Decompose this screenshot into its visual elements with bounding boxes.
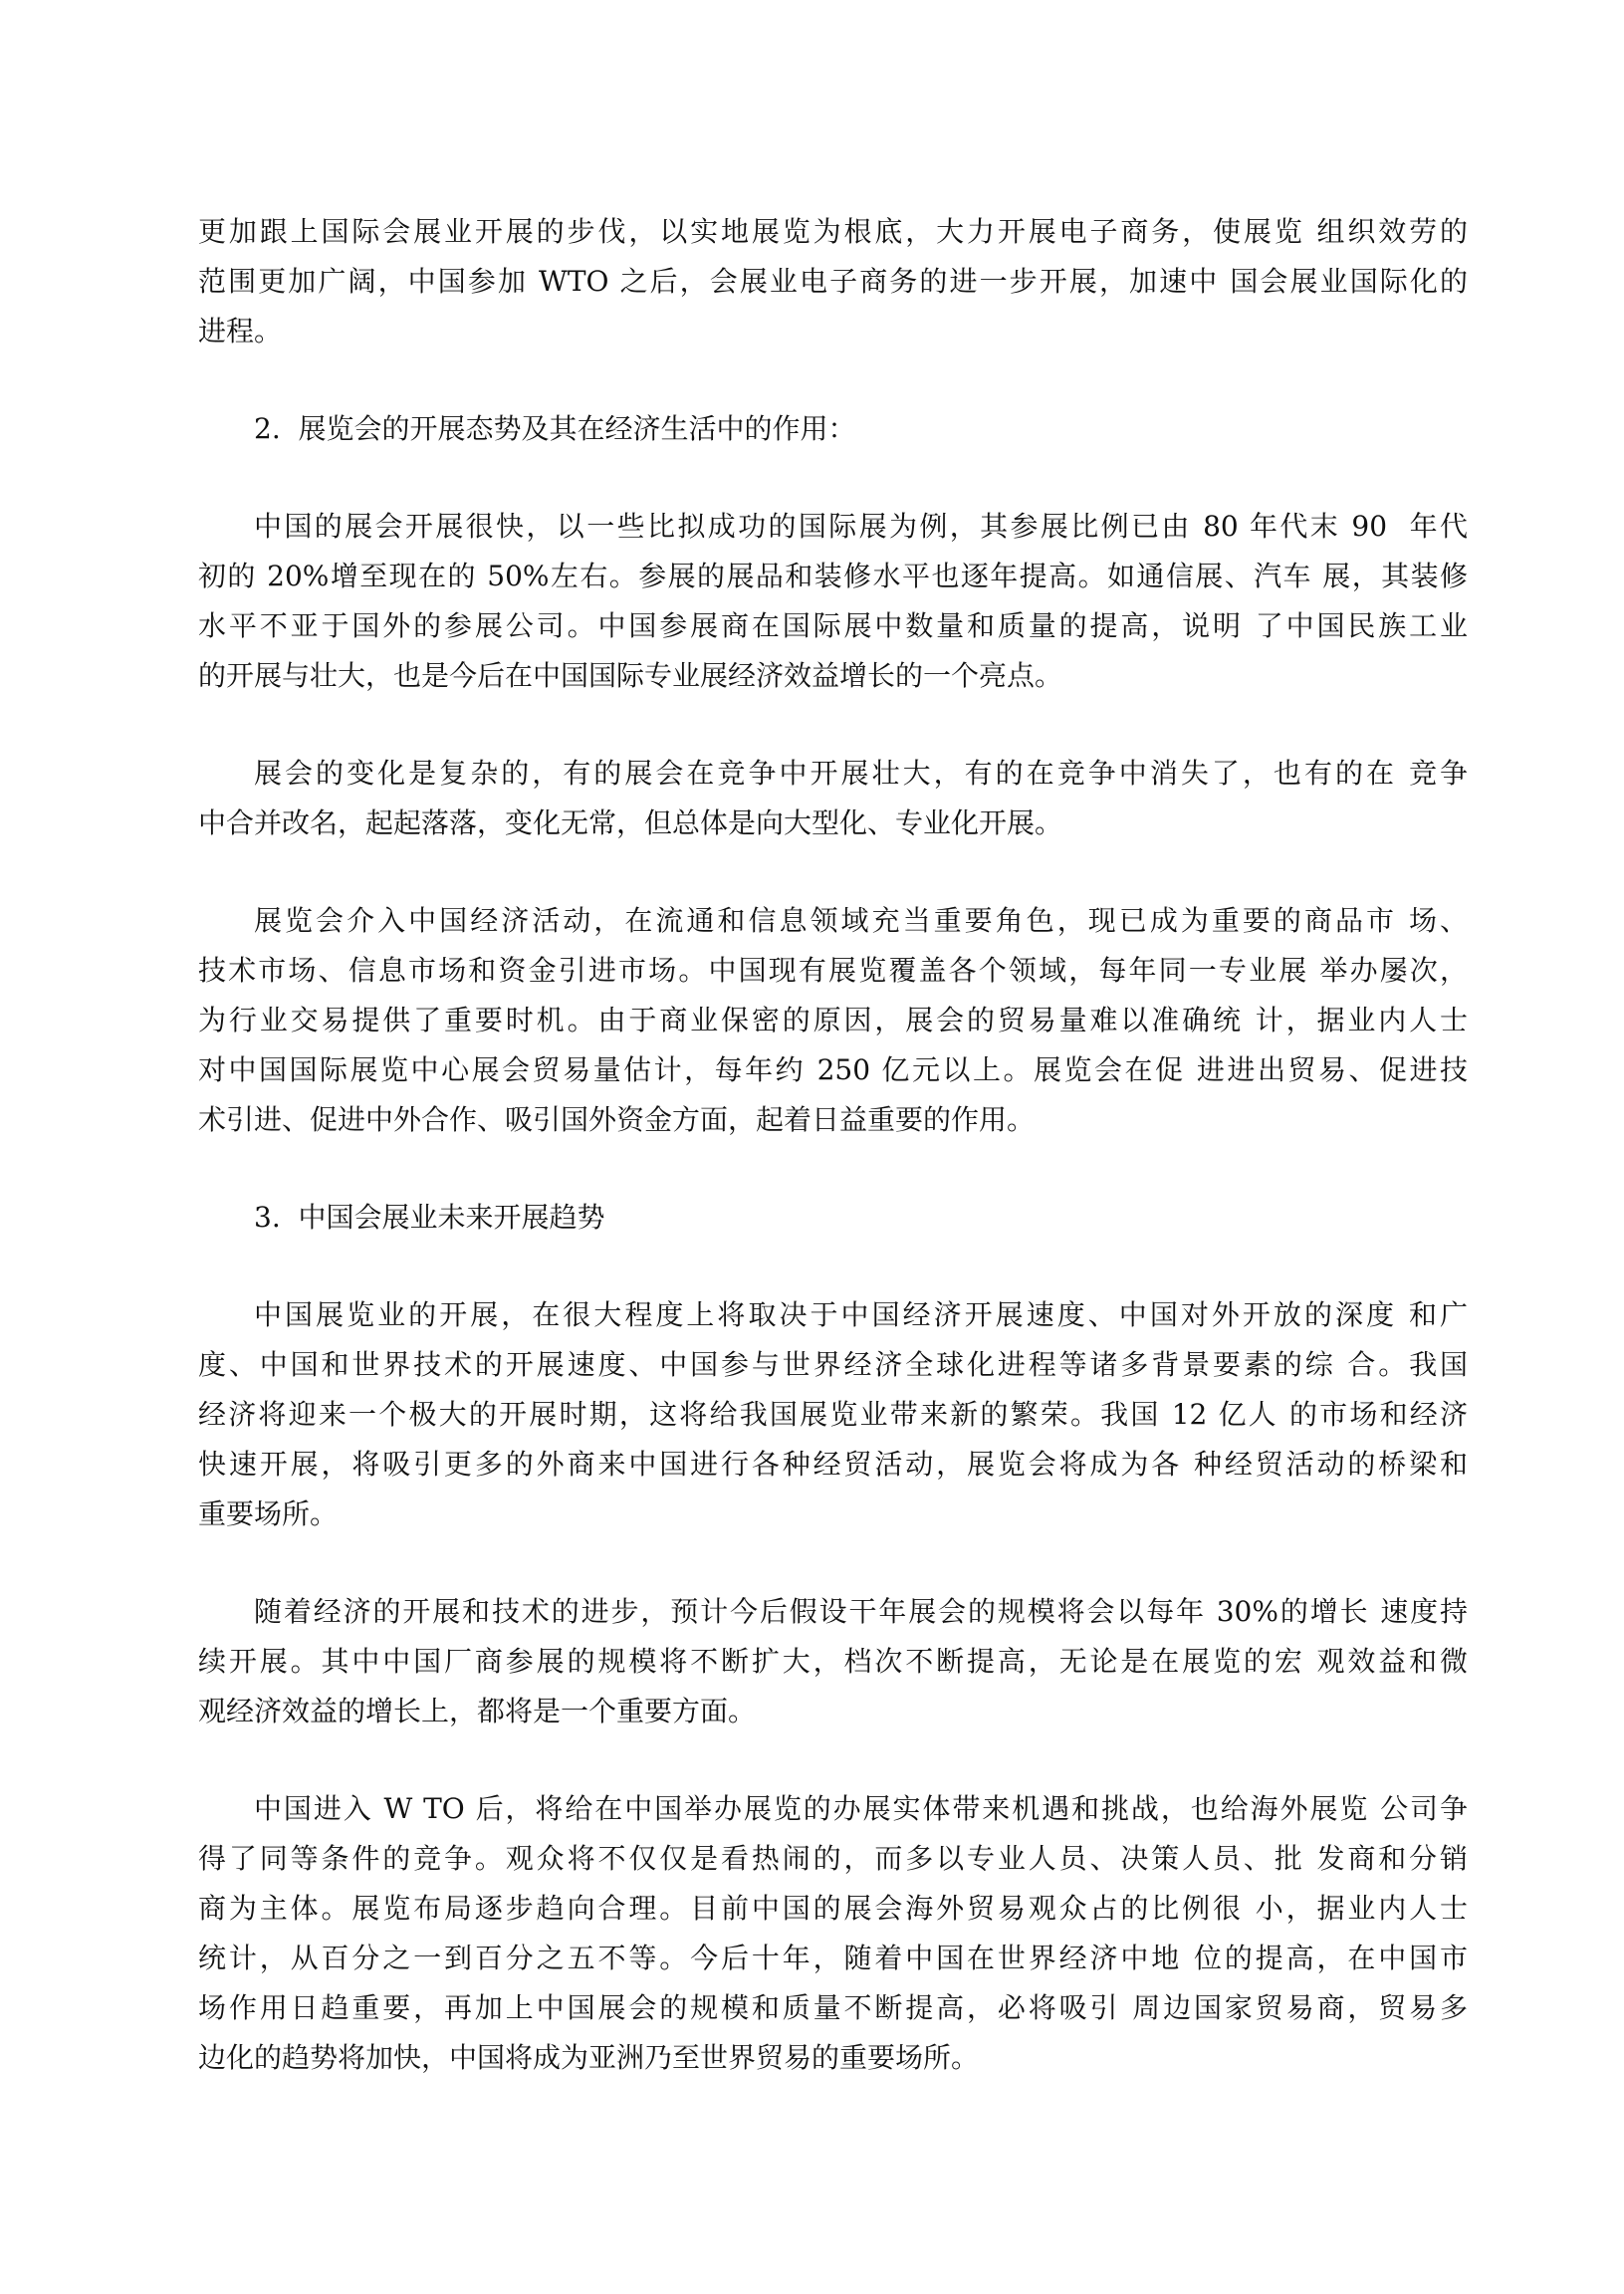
- text-line: 观经济效益的增长上，都将是一个重要方面。: [198, 1695, 757, 1727]
- text-line: 随着经济的开展和技术的进步，预计今后假设干年展会的规模将会以每年 30%的增长 速度持: [254, 1595, 1468, 1628]
- text-line: 中国进入 W TO 后，将给在中国举办展览的办展实体带来机遇和挑战，也给海外展览 公司争: [254, 1792, 1468, 1825]
- text-line: 进程。: [198, 315, 283, 347]
- text-line: 展览会介入中国经济活动，在流通和信息领域充当重要角色，现已成为重要的商品市 场、: [254, 904, 1468, 937]
- text-line: 中合并改名，起起落落，变化无常，但总体是向大型化、专业化开展。: [198, 806, 1063, 839]
- heading-text: 2. 展览会的开展态势及其在经济生活中的作用：: [254, 412, 856, 445]
- text-line: 技术市场、信息市场和资金引进市场。中国现有展览覆盖各个领域，每年同一专业展 举办屡次，: [198, 954, 1468, 987]
- text-line: 边化的趋势将加快，中国将成为亚洲乃至世界贸易的重要场所。: [198, 2041, 980, 2074]
- paragraph-3: [198, 749, 1468, 848]
- paragraph-2: [198, 502, 1468, 701]
- text-line: 场作用日趋重要，再加上中国展会的规模和质量不断提高，必将吸引 周边国家贸易商，贸易多: [198, 1991, 1468, 2024]
- text-line: 术引进、促进中外合作、吸引国外资金方面，起着日益重要的作用。: [198, 1103, 1036, 1136]
- section-heading-2: [198, 404, 1468, 454]
- text-line: 为行业交易提供了重要时机。由于商业保密的原因，展会的贸易量难以准确统 计，据业内人士: [198, 1004, 1468, 1036]
- document-body: [198, 207, 1468, 2131]
- text-line: 中国的展会开展很快，以一些比拟成功的国际展为例，其参展比例已由 80 年代末 90 年代: [254, 510, 1468, 543]
- text-line: 统计，从百分之一到百分之五不等。今后十年，随着中国在世界经济中地 位的提高，在中国市: [198, 1942, 1468, 1974]
- paragraph-5: [198, 1290, 1468, 1539]
- text-line: 得了同等条件的竞争。观众将不仅仅是看热闹的，而多以专业人员、决策人员、批 发商和分销: [198, 1842, 1468, 1875]
- text-line: 对中国国际展览中心展会贸易量估计，每年约 250 亿元以上。展览会在促 进进出贸易、促进技: [198, 1053, 1468, 1086]
- paragraph-6: [198, 1587, 1468, 1736]
- text-line: 续开展。其中中国厂商参展的规模将不断扩大，档次不断提高，无论是在展览的宏 观效益和微: [198, 1645, 1468, 1678]
- text-line: 的开展与壮大，也是今后在中国国际专业展经济效益增长的一个亮点。: [198, 659, 1063, 692]
- text-line: 度、中国和世界技术的开展速度、中国参与世界经济全球化进程等诸多背景要素的综 合。我国: [198, 1348, 1468, 1381]
- text-line: 商为主体。展览布局逐步趋向合理。目前中国的展会海外贸易观众占的比例很 小，据业内人士: [198, 1892, 1468, 1925]
- text-line: 中国展览业的开展，在很大程度上将取决于中国经济开展速度、中国对外开放的深度 和广: [254, 1298, 1468, 1331]
- heading-text: 3. 中国会展业未来开展趋势: [254, 1201, 605, 1234]
- text-line: 经济将迎来一个极大的开展时期，这将给我国展览业带来新的繁荣。我国 12 亿人 的市场和经济: [198, 1398, 1468, 1431]
- paragraph-4: [198, 896, 1468, 1145]
- paragraph-7: [198, 1784, 1468, 2083]
- text-line: 快速开展，将吸引更多的外商来中国进行各种经贸活动，展览会将成为各 种经贸活动的桥梁和: [198, 1448, 1468, 1481]
- section-heading-3: [198, 1193, 1468, 1243]
- paragraph-1: [198, 207, 1468, 356]
- text-line: 水平不亚于国外的参展公司。中国参展商在国际展中数量和质量的提高，说明 了中国民族工业: [198, 609, 1468, 642]
- text-line: 范围更加广阔，中国参加 WTO 之后，会展业电子商务的进一步开展，加速中 国会展业国际化的: [198, 265, 1468, 298]
- text-line: 重要场所。: [198, 1497, 339, 1530]
- text-line: 更加跟上国际会展业开展的步伐，以实地展览为根底，大力开展电子商务，使展览 组织效劳的: [198, 215, 1468, 248]
- text-line: 初的 20%增至现在的 50%左右。参展的展品和装修水平也逐年提高。如通信展、汽车 展，其装修: [198, 560, 1468, 592]
- text-line: 展会的变化是复杂的，有的展会在竞争中开展壮大，有的在竞争中消失了，也有的在 竞争: [254, 757, 1468, 790]
